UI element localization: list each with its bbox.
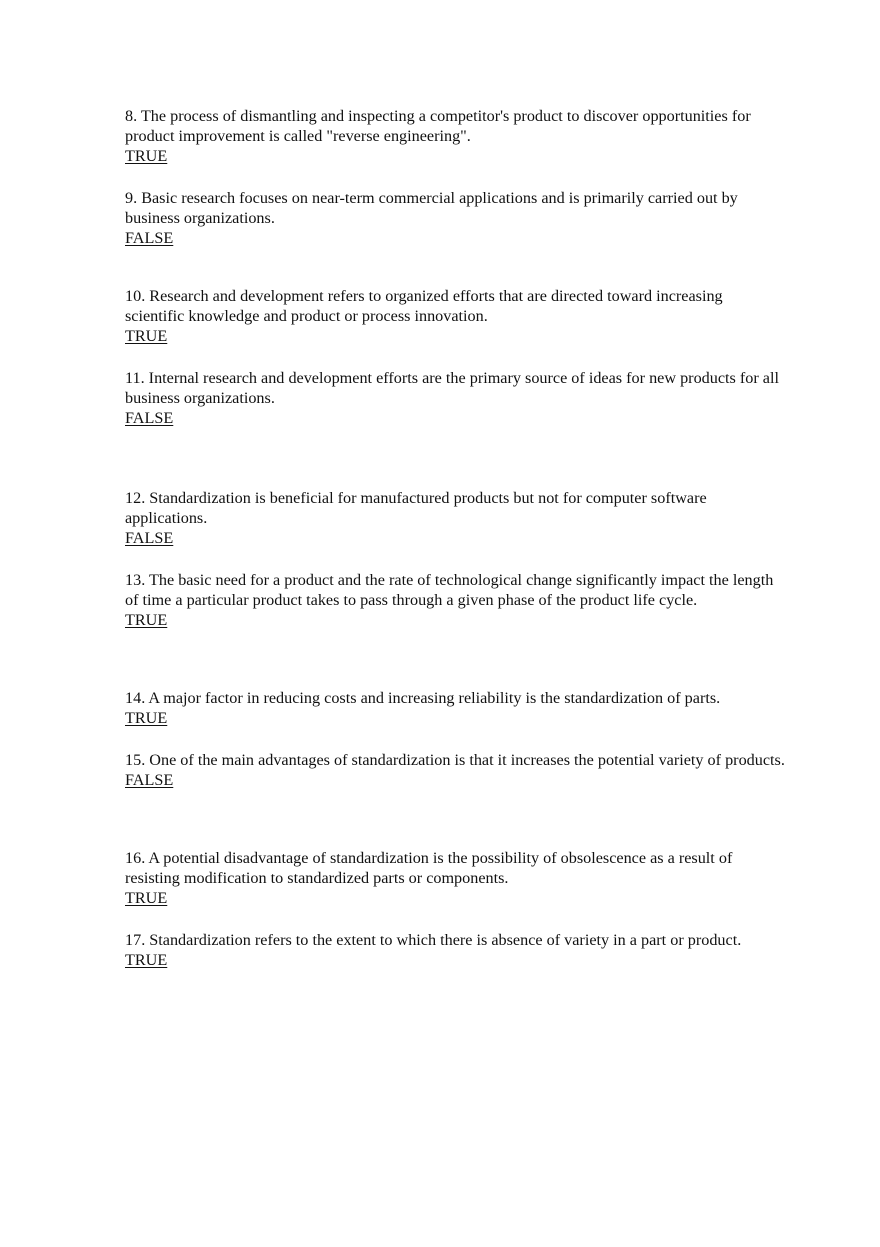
answer-label: FALSE (125, 529, 174, 547)
question-text: 8. The process of dismantling and inspecting a competitor's product to discover opportunities for product improvement is called "reverse engineering". (125, 107, 751, 145)
question-12 (125, 488, 785, 548)
answer-label: FALSE (125, 771, 174, 789)
answer-label: TRUE (125, 147, 168, 165)
question-16 (125, 848, 785, 908)
question-15 (125, 750, 785, 790)
answer-label: TRUE (125, 709, 168, 727)
question-8 (125, 106, 785, 166)
question-10 (125, 286, 785, 346)
question-text: 11. Internal research and development efforts are the primary source of ideas for new products for all business organizations. (125, 369, 779, 407)
question-text: 9. Basic research focuses on near-term commercial applications and is primarily carried out by business organizations. (125, 189, 738, 227)
question-text: 13. The basic need for a product and the rate of technological change significantly impact the length of time a particular product takes to pass through a given phase of the product life cycle. (125, 571, 774, 609)
question-text: 14. A major factor in reducing costs and increasing reliability is the standardization of parts. (125, 689, 721, 707)
question-text: 16. A potential disadvantage of standardization is the possibility of obsolescence as a result of resisting modification to standardized parts or components. (125, 849, 733, 887)
answer-label: FALSE (125, 229, 174, 247)
question-text: 15. One of the main advantages of standardization is that it increases the potential variety of products. (125, 751, 785, 769)
answer-label: TRUE (125, 327, 168, 345)
answer-label: TRUE (125, 889, 168, 907)
question-text: 12. Standardization is beneficial for manufactured products but not for computer software applications. (125, 489, 707, 527)
answer-label: TRUE (125, 951, 168, 969)
question-17 (125, 930, 785, 970)
question-9 (125, 188, 785, 248)
question-14 (125, 688, 785, 728)
question-text: 10. Research and development refers to organized efforts that are directed toward increasing scientific knowledge and product or process innovation. (125, 287, 723, 325)
answer-label: TRUE (125, 611, 168, 629)
question-13 (125, 570, 785, 630)
answer-label: FALSE (125, 409, 174, 427)
question-11 (125, 368, 785, 428)
question-text: 17. Standardization refers to the extent to which there is absence of variety in a part or product. (125, 931, 742, 949)
